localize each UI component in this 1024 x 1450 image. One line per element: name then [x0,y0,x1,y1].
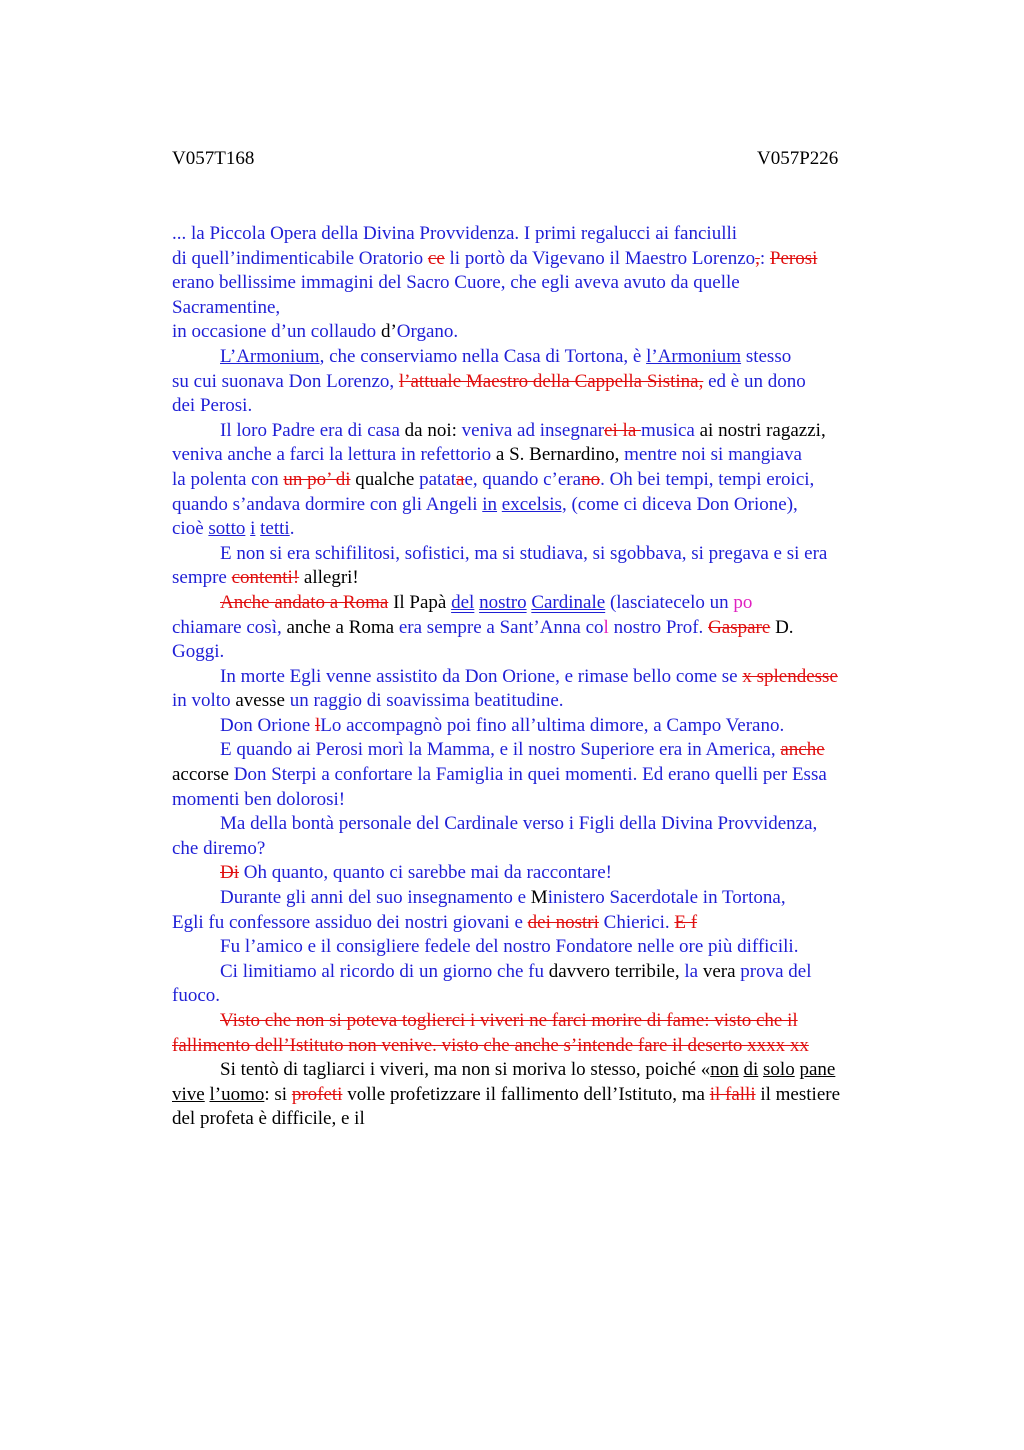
text-run: in occasione d’un collaudo [172,321,381,343]
text-run: Don Sterpi a confortare la Famiglia in quei momenti. Ed erano quelli per Essa [233,764,827,786]
document-body [172,222,912,1132]
text-run: li portò da Vigevano il Maestro Lorenzo [444,247,756,269]
text-run: ... la Piccola Opera della Divina Provvidenza. I primi regalucci ai fanciulli [172,223,738,244]
text-run: : si [264,1083,292,1105]
text-line [172,616,912,641]
text-line [172,788,912,813]
text-line [172,763,912,788]
text-line [172,394,912,419]
struck-text: Perosi [769,247,818,269]
text-run: stesso [741,345,792,367]
text-run: qualche [350,468,420,490]
text-line [172,1058,912,1083]
text-run: . [289,518,295,540]
struck-text: anche [780,739,825,761]
text-run: l [603,616,609,638]
text-line [172,1107,912,1132]
text-run: momenti ben dolorosi! [172,788,346,810]
text-line [172,665,912,690]
text-run: era sempre a Sant’Anna co [398,616,604,638]
text-run: d’ [380,321,397,343]
struck-text: Gaspare [708,616,771,638]
text-line [172,738,912,763]
struck-text: a [456,468,465,490]
text-run: un raggio di soavissima beatitudine. [289,690,564,712]
text-run: Goggi. [172,641,225,663]
text-run: i [250,518,256,540]
text-line [172,566,912,591]
text-run: L’Armonium [220,345,320,367]
document-code-left: V057T168 [172,148,255,169]
text-run: patat [419,468,457,490]
struck-text: x splendesse [742,665,838,687]
text-line [172,837,912,862]
struck-text: Di [220,862,239,884]
text-line [172,443,912,468]
text-line [172,960,912,985]
struck-text: profeti [291,1083,343,1105]
text-run: quando s’andava dormire con gli Angeli [172,493,483,515]
text-run: Ci limitiamo al ricordo di un giorno che fu [220,960,549,982]
text-run: la [684,960,703,982]
text-run: in [482,493,498,515]
text-run: si sgobbava, si pregava e si era [592,542,828,564]
text-run: da noi: [404,419,462,441]
text-line [172,296,912,321]
text-run: E non si era schifilitosi, [220,542,405,564]
text-run: solo [763,1059,795,1081]
text-run: anche a Roma [286,616,399,638]
struck-text: l’attuale Maestro della Cappella Sistina, [398,370,704,392]
text-run: Lo accompagnò poi fino all’ultima dimore, a Campo Verano. [320,714,785,736]
text-run: volle profetizzare il fallimento dell’Istituto, ma [342,1083,710,1105]
text-run: M [530,887,548,909]
text-line [172,714,912,739]
text-run: prova del [740,960,812,982]
text-line [172,689,912,714]
text-line [172,320,912,345]
struck-text: E f [674,911,698,933]
struck-text: un po’ di [283,468,351,490]
struck-text: l [314,714,321,736]
text-line [172,493,912,518]
text-line [172,886,912,911]
text-run: Durante gli anni del suo insegnamento e [220,887,531,909]
text-line [172,984,912,1009]
text-run: accorse [172,764,234,786]
text-run: veniva ad insegnar [461,419,605,441]
text-run: (come ci diceva Don Orione), [566,493,798,515]
text-run: del profeta è difficile, e il [172,1108,365,1130]
text-run: Organo. [396,321,459,343]
text-run: su cui suonava Don Lorenzo, [172,370,399,392]
text-run: a S. Bernardino, [495,444,625,466]
text-line [172,861,912,886]
text-run: D. [770,616,794,638]
text-run: l’Armonium [646,345,742,367]
text-run: l’uomo [209,1083,265,1105]
struck-text: dei nostri [527,911,599,933]
text-run: . Oh bei tempi, tempi eroici, [600,468,815,490]
text-run: sempre [172,567,232,589]
text-run: nostro Prof. [608,616,709,638]
text-run: ai nostri ragazzi, [699,419,826,441]
text-run: In morte Egli venne assistito da Don Orione, e rimase bello come se [220,665,743,687]
struck-text: ce [427,247,445,269]
text-run: allegri! [299,567,359,589]
text-run: po [733,591,753,613]
text-run: nostro [479,591,527,613]
text-run: Oh quanto, quanto ci sarebbe mai da raccontare! [239,862,612,884]
text-run: sotto [208,518,246,540]
text-run: Fu l’amico e il consigliere fedele del nostro Fondatore nelle ore più difficili. [220,936,799,958]
text-run: di [743,1059,759,1081]
text-line [172,370,912,395]
text-run: , che conserviamo nella Casa di Tortona, è [319,345,647,367]
text-line [172,419,912,444]
text-line [172,468,912,493]
text-run: Don Orione [220,714,315,736]
text-run: erano bellissime immagini del Sacro Cuore, che egli aveva avuto da quelle [172,272,740,294]
text-run: che diremo? [172,837,266,859]
text-line [172,591,912,616]
text-run: davvero terribile, [548,960,685,982]
text-run: non [710,1059,739,1081]
text-line [172,911,912,936]
text-line [172,812,912,837]
text-run: sofistici, [404,542,475,564]
struck-text: Visto che non si poteva toglierci i viveri ne farci morire di fame: visto che il [220,1010,798,1031]
text-run: il mestiere [755,1083,841,1105]
text-line [172,542,912,567]
struck-text: ei la [604,419,642,441]
text-run: chiamare così, [172,616,287,638]
text-run: Ma della bontà personale del Cardinale verso i Figli della Divina Provvidenza, [220,813,818,835]
text-run: di quell’indimenticabile Oratorio [172,247,428,269]
text-run: Il loro Padre era di casa [220,419,405,441]
text-run: in volto [172,690,236,712]
text-run: Egli fu confessore assiduo dei nostri giovani e [172,911,528,933]
text-run: Cardinale [531,591,606,613]
text-run: excelsis, [501,493,567,515]
text-run: tetti [260,518,290,540]
text-line [172,935,912,960]
struck-text: il falli [709,1083,756,1105]
text-run: Chierici. [598,911,675,933]
text-run: Sacramentine, [172,296,281,318]
struck-text: contenti! [231,567,300,589]
struck-text: no [581,468,601,490]
text-run: dei Perosi. [172,395,253,417]
text-line [172,247,912,272]
document-code-right: V057P226 [757,148,839,169]
text-run: (lasciatecelo un [605,591,734,613]
text-run: avesse [235,690,290,712]
text-run: pane [799,1059,836,1081]
text-run: Si tentò di tagliarci i viveri, ma non si moriva lo stesso, poiché « [220,1059,711,1081]
struck-text: , [755,247,760,269]
text-line [172,1009,912,1034]
text-run: ma si studiava, [474,542,593,564]
struck-text: Anche andato a Roma [220,591,389,613]
text-run: la polenta con [172,468,284,490]
text-line [172,640,912,665]
text-run: fuoco. [172,985,221,1007]
text-run: veniva anche a farci la lettura in refettorio [172,444,496,466]
text-run: cioè [172,518,209,540]
text-run: Il Papà [388,591,452,613]
text-run: vera [702,960,741,982]
text-run: E quando ai Perosi morì la Mamma, e il nostro Superiore era in America, [220,739,781,761]
text-line [172,271,912,296]
text-run: ed è un dono [703,370,806,392]
text-run: : [759,247,770,269]
text-line [172,517,912,542]
text-line [172,222,912,247]
struck-text: fallimento dell’Istituto non venive. visto che anche s’intende fare il deserto xxxx xx [172,1034,809,1056]
text-line [172,1083,912,1108]
text-run: musica [641,419,700,441]
text-run: del [451,591,475,613]
text-line [172,1034,912,1059]
text-run: inistero Sacerdotale in Tortona, [547,887,786,909]
text-run: vive [172,1083,205,1105]
text-run: e, quando c’era [464,468,582,490]
text-line [172,345,912,370]
text-run: mentre noi si mangiava [624,444,802,466]
